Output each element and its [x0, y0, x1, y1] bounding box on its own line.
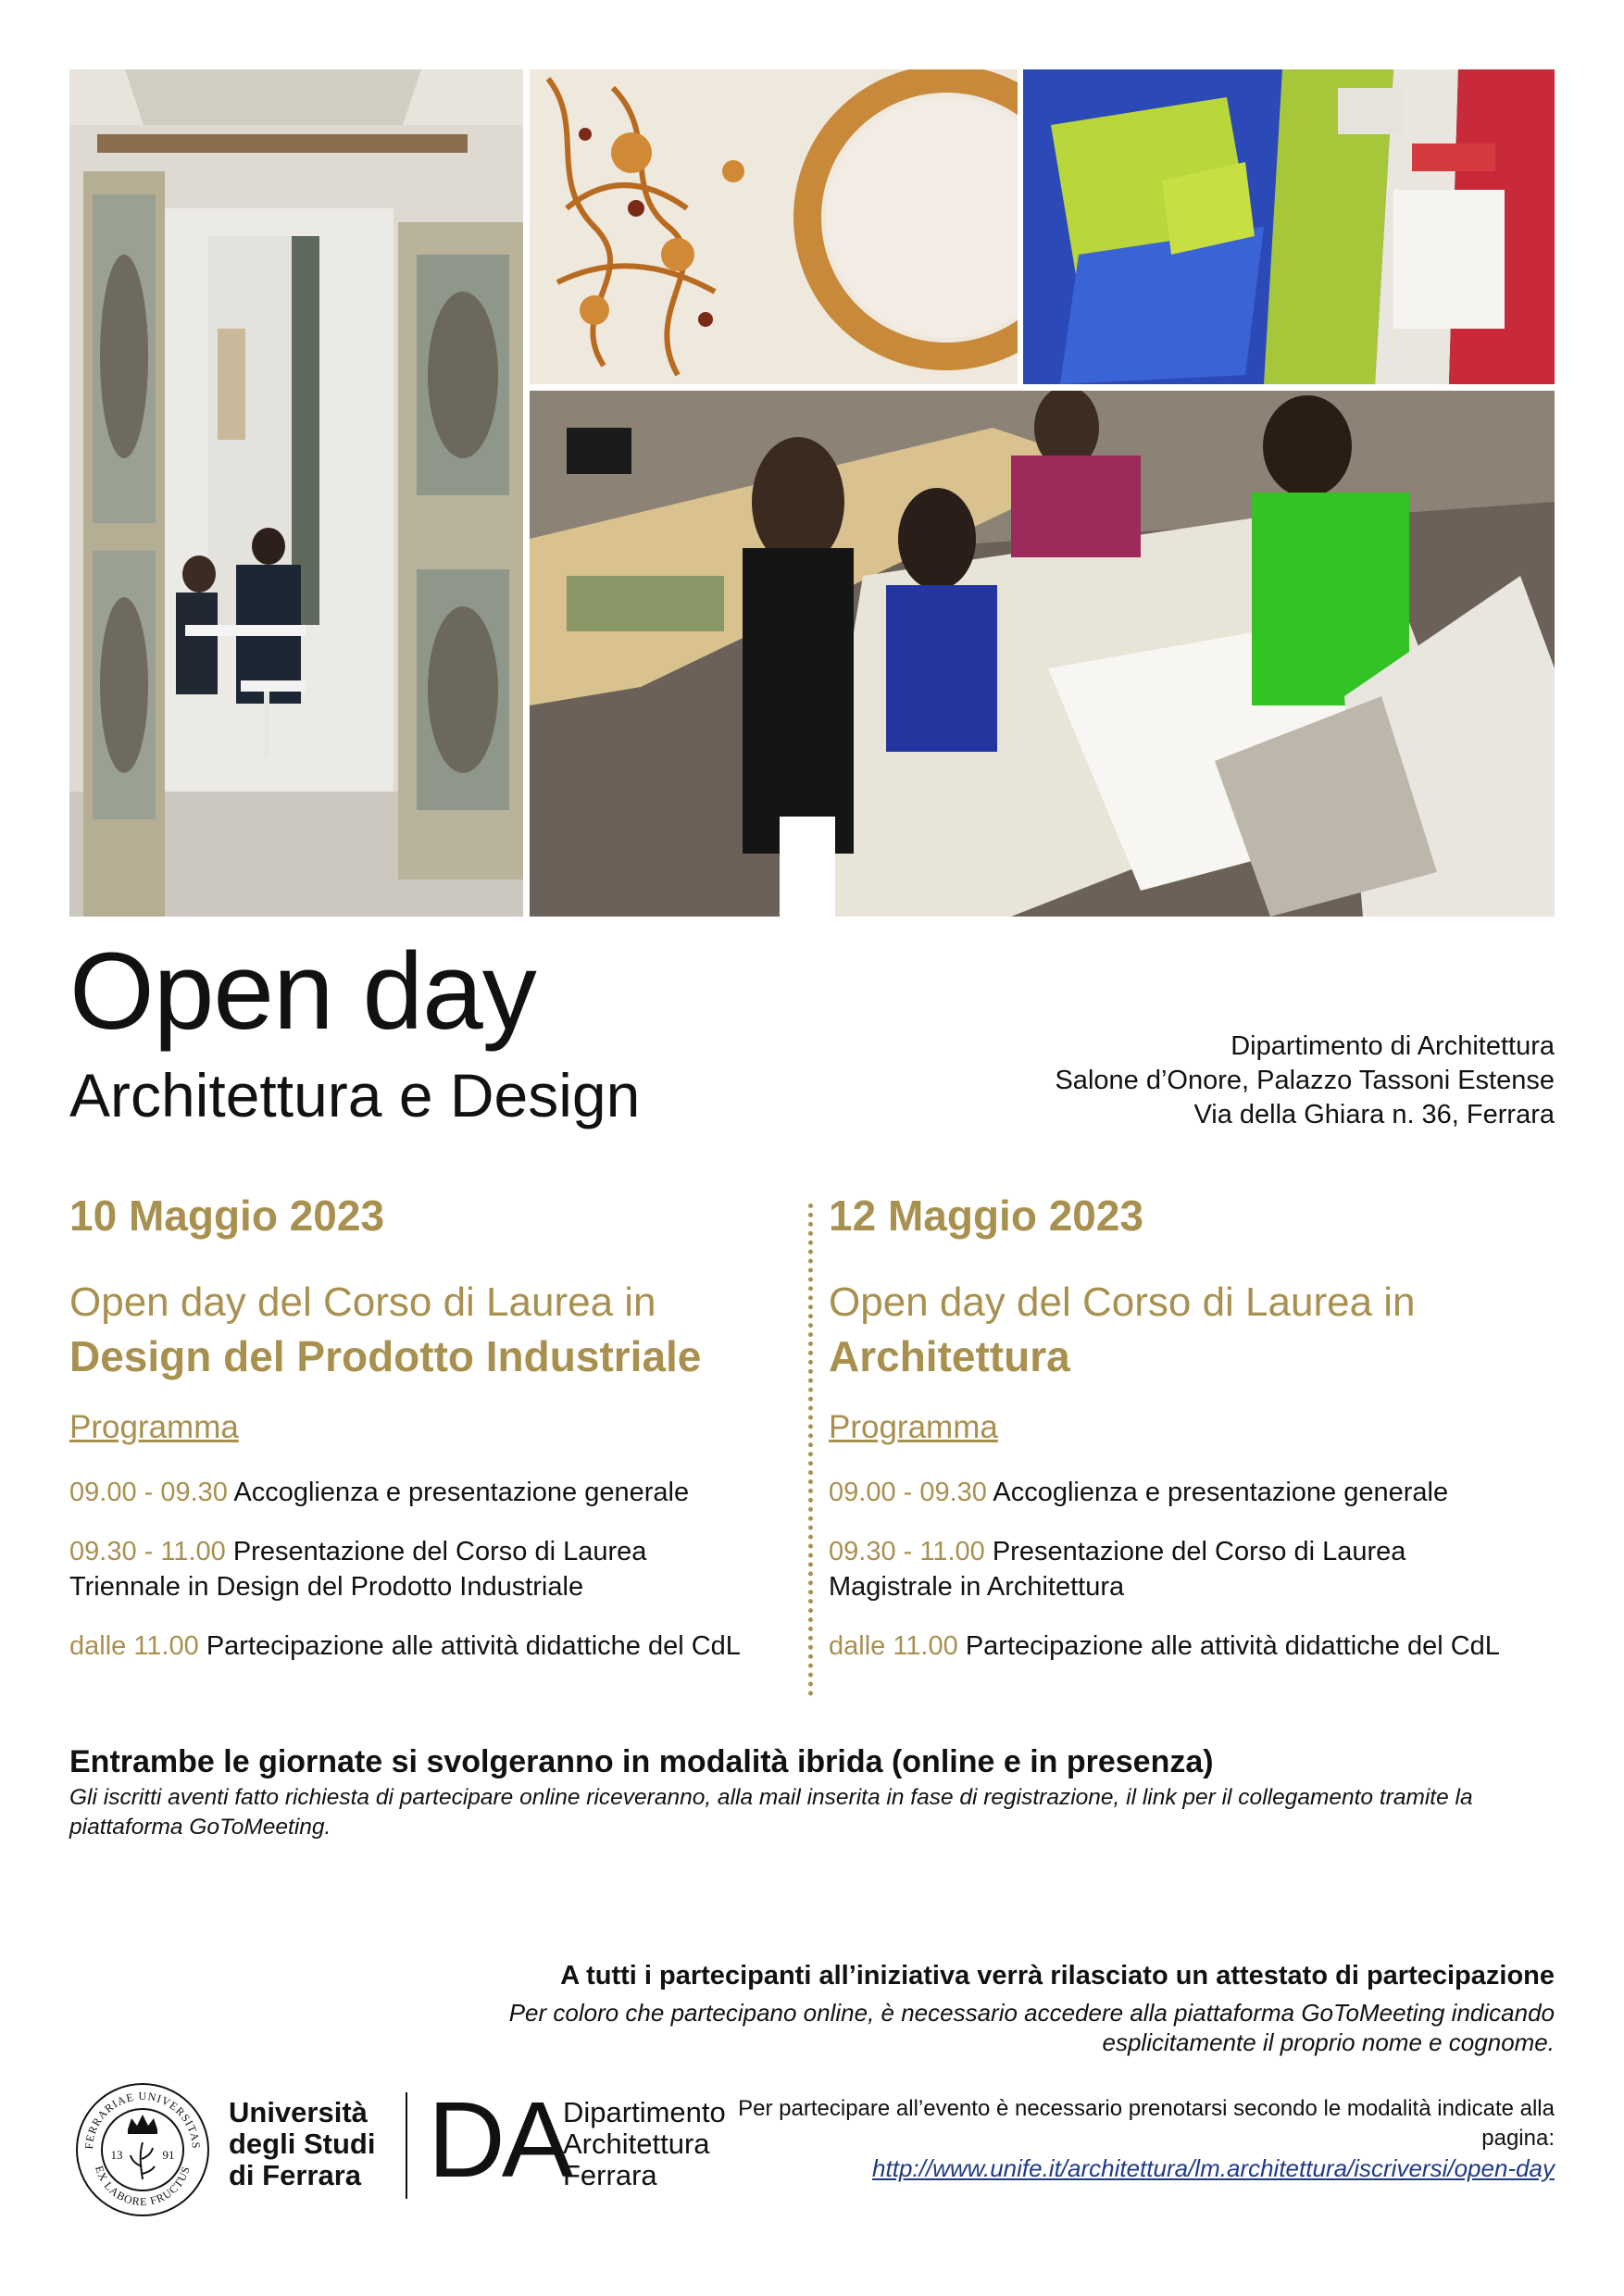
- schedule-text: Partecipazione alle attività didattiche del CdL: [965, 1631, 1500, 1661]
- department-name-line: Ferrara: [563, 2159, 657, 2191]
- schedule-time: dalle 11.00: [829, 1631, 958, 1661]
- day1-date: 10 Maggio 2023: [69, 1192, 385, 1240]
- seal-year-left: 13: [110, 2148, 123, 2162]
- venue-line: Salone d’Onore, Palazzo Tassoni Estense: [1055, 1066, 1555, 1095]
- schedule-text: Accoglienza e presentazione generale: [993, 1478, 1449, 1507]
- schedule-item: [69, 1534, 801, 1604]
- department-name: [563, 2097, 726, 2191]
- university-name-line: degli Studi: [229, 2128, 376, 2160]
- day2-program-heading: Programma: [829, 1409, 998, 1445]
- schedule-time: 09.30 - 11.00: [69, 1537, 226, 1566]
- da-logo: DA: [428, 2079, 570, 2200]
- day1-program-heading: Programma: [69, 1409, 239, 1445]
- schedule-text: Accoglienza e presentazione generale: [233, 1478, 690, 1507]
- registration-text: Per partecipare all’evento è necessario prenotarsi secondo le modalità indicate alla pagina:: [738, 2096, 1555, 2151]
- day2-date: 12 Maggio 2023: [829, 1192, 1144, 1240]
- certificate-text: Per coloro che partecipano online, è necessario accedere alla piattaforma GoToMeeting indicando esplicitamente il proprio nome e cognome.: [508, 1999, 1555, 2056]
- day2-course-name: Architettura: [829, 1332, 1070, 1380]
- day1-course-name: Design del Prodotto Industriale: [69, 1332, 702, 1380]
- department-name-line: Architettura: [563, 2128, 710, 2160]
- schedule-text: Presentazione del Corso di Laurea: [992, 1537, 1406, 1566]
- photo-palazzo-doorway: [69, 69, 523, 917]
- page-subtitle: Architettura e Design: [69, 1061, 641, 1129]
- schedule-item: [829, 1628, 1560, 1664]
- photo-architecture-books: [1023, 69, 1555, 384]
- page-title: Open day: [69, 930, 536, 1053]
- hybrid-heading: Entrambe le giornate si svolgeranno in modalità ibrida (online e in presenza): [69, 1744, 1214, 1779]
- schedule-time: 09.00 - 09.30: [829, 1478, 987, 1507]
- venue-block: [1055, 1029, 1555, 1132]
- seal-year-right: 91: [162, 2148, 175, 2162]
- photo-students-classroom: [530, 391, 1555, 917]
- university-name-line: di Ferrara: [229, 2159, 362, 2191]
- schedule-item: [829, 1475, 1560, 1510]
- venue-line: Via della Ghiara n. 36, Ferrara: [1193, 1100, 1555, 1129]
- schedule-text: Partecipazione alle attività didattiche del CdL: [206, 1631, 741, 1661]
- certificate-heading: A tutti i partecipanti all’iniziativa verrà rilasciato un attestato di partecipazione: [560, 1961, 1555, 1990]
- schedule-time: 09.00 - 09.30: [69, 1478, 228, 1507]
- university-name: [229, 2097, 375, 2191]
- schedule-item: [829, 1534, 1560, 1604]
- schedule-text-cont: Triennale in Design del Prodotto Industriale: [69, 1572, 584, 1602]
- schedule-item: [69, 1628, 801, 1664]
- venue-line: Dipartimento di Architettura: [1230, 1031, 1555, 1061]
- schedule-time: 09.30 - 11.00: [829, 1537, 985, 1566]
- photo-fresco-detail: [530, 69, 1018, 384]
- schedule-item: [69, 1475, 801, 1510]
- schedule-text-cont: Magistrale in Architettura: [829, 1572, 1125, 1602]
- day1-column: [69, 1194, 801, 1664]
- schedule-text: Presentazione del Corso di Laurea: [232, 1537, 647, 1566]
- registration-link[interactable]: http://www.unife.it/architettura/lm.architettura/iscriversi/open-day: [872, 2154, 1555, 2182]
- olive-branch-icon: [131, 2142, 155, 2179]
- day1-course-intro: Open day del Corso di Laurea in: [69, 1279, 656, 1325]
- column-divider: [808, 1204, 813, 1696]
- schedule-time: dalle 11.00: [69, 1631, 199, 1661]
- hybrid-text: Gli iscritti aventi fatto richiesta di partecipare online riceveranno, alla mail inserita in fase di registrazione, il link per il collegamento tramite la piattaforma GoToMeeting.: [69, 1785, 1473, 1840]
- seal-text-bottom: EX LABORE FRUCTUS: [93, 2164, 193, 2209]
- university-seal-icon: [74, 2081, 211, 2218]
- department-name-line: Dipartimento: [563, 2096, 726, 2128]
- seal-text-top: FERRARIAE UNIVERSITAS: [81, 2089, 204, 2150]
- university-name-line: Università: [229, 2096, 368, 2128]
- day2-column: [829, 1194, 1560, 1664]
- day2-course-intro: Open day del Corso di Laurea in: [829, 1279, 1416, 1325]
- logo-separator: [406, 2092, 407, 2199]
- crown-icon: [128, 2115, 157, 2134]
